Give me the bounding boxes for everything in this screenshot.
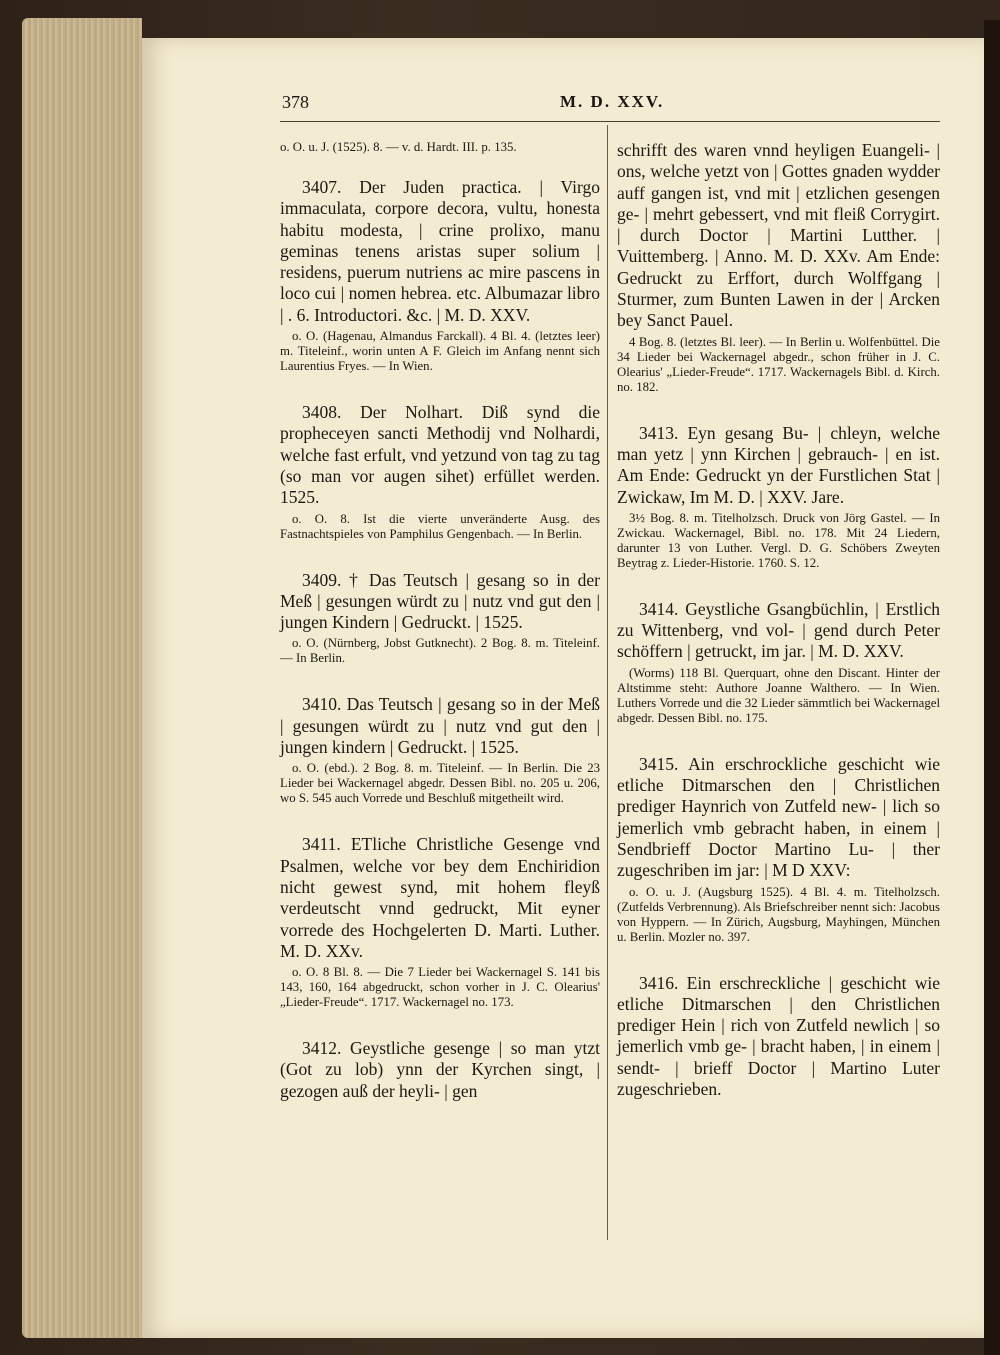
- continuation-note: o. O. u. J. (1525). 8. — v. d. Hardt. III. p. 135.: [280, 140, 517, 154]
- entry-title: 3410. Das Teutsch | gesang so in der Meß | gesungen würdt zu | nutz vnd gut den | jungen kindern | Gedruckt. | 1525.: [280, 694, 600, 758]
- entry-title: 3408. Der Nolhart. Diß synd die propheceyen sancti Methodij vnd Nolhardi, welche fast erfult, vnd yetzund von tag zu tag (so man vor augen sihet) erfüllet werden. 1525.: [280, 402, 600, 508]
- entry-note: o. O. (Hagenau, Almandus Farckall). 4 Bl. 4. (letztes leer) m. Titeleinf., worin unten A F. Gleich im Anfang nennt sich Laurentius Fryes. — In Wien.: [280, 329, 600, 374]
- right-column: [617, 140, 940, 1114]
- entry-title: 3414. Geystliche Gsangbüchlin, | Erstlich zu Wittenberg, vnd vol- | gend durch Peter schöffern | getruckt, im jar. | M. D. XXV.: [617, 598, 940, 662]
- header-rule: [280, 121, 940, 122]
- entry-title: schrifft des waren vnnd heyligen Euangeli- | ons, welche yetzt von | Gottes gnaden wydder auff gangen ist, vnd mit | etzlichen gesengen ge- | mehrt gebessert, vnd mit fleiß Corrygirt. | durch Doctor | Martini Lutther. | Vuittemberg. | Anno. M. D. XXv. Am Ende: Gedruckt zu Erffort, durch Wolffgang | Sturmer, zum Bunten Lawen in der | Arcken bey Sanct Pauel.: [617, 140, 940, 331]
- entry-3412: [280, 1038, 600, 1102]
- entry-3407: [280, 177, 600, 374]
- running-title: M. D. XXV.: [560, 92, 665, 111]
- scan-edge-shadow: [984, 20, 1000, 1355]
- entry-note: o. O. 8. Ist die vierte unveränderte Ausg. des Fastnachtspieles von Pamphilus Gengenbach. — In Berlin.: [280, 511, 600, 541]
- column-divider: [607, 125, 608, 1240]
- entry-note: 4 Bog. 8. (letztes Bl. leer). — In Berlin u. Wolfenbüttel. Die 34 Lieder bei Wackernagel abgedr., schon früher in J. C. Olearius' „Lieder-Freude“. 1717. Wackernagels Bibl. d. Kirch. no. 182.: [617, 334, 940, 394]
- entry-3408: [280, 402, 600, 541]
- entry-note: o. O. (ebd.). 2 Bog. 8. m. Titeleinf. — In Berlin. Die 23 Lieder bei Wackernagel abgedr. Dessen Bibl. no. 205 u. 206, wo S. 545 auch Vorrede und Beschluß mitgetheilt wird.: [280, 761, 600, 806]
- entry-note: o. O. 8 Bl. 8. — Die 7 Lieder bei Wackernagel S. 141 bis 143, 160, 164 abgedruckt, schon vorher in J. C. Olearius' „Lieder-Freude“. 1717. Wackernagel no. 173.: [280, 965, 600, 1010]
- entry-note: o. O. u. J. (Augsburg 1525). 4 Bl. 4. m. Titelholzsch. (Zutfelds Verbrennung). Als Briefschreiber nennt sich: Jacobus von Hyppern. — In Zürich, Augsburg, Mayhingen, München u. Berlin. Mozler no. 397.: [617, 884, 940, 944]
- entry-3416: [617, 973, 940, 1101]
- entry-title: 3416. Ein erschreckliche | geschicht wie etliche Ditmarschen | den Christlichen prediger Hein | rich von Zutfeld newlich | so jemerlich vmb ge- | bracht haben, | in einem | sendt- | brieff Doctor | Martino Luter zugeschrieben.: [617, 972, 940, 1100]
- entry-title: 3409. † Das Teutsch | gesang so in der Meß | gesungen würdt zu | nutz vnd gut den | jungen Kindern | Gedruckt. | 1525.: [280, 569, 600, 633]
- entry-title: 3407. Der Juden practica. | Virgo immaculata, corpore decora, vultu, honesta habitu modesta, | crine prolixo, manu geminas tenens aristas super solium | residens, puerum nutriens ac mire pascens in loco cui | nomen hebrea. etc. Albumazar libro | . 6. Introductori. &c. | M. D. XXV.: [280, 177, 600, 325]
- book-page-edges: [22, 18, 142, 1338]
- entry-3414: [617, 599, 940, 726]
- entry-3412-continued: [617, 140, 940, 395]
- entry-3410: [280, 694, 600, 806]
- entry-3411: [280, 834, 600, 1010]
- left-column: [280, 140, 600, 1116]
- entry-note: (Worms) 118 Bl. Querquart, ohne den Discant. Hinter der Altstimme steht: Authore Joanne Walthero. — In Wien. Luthers Vorrede und die 32 Lieder sämmtlich bei Wackernagel abgedr. Dessen Bibl. no. 175.: [617, 665, 940, 725]
- entry-3413: [617, 423, 940, 571]
- page-number: 378: [282, 92, 309, 112]
- entry-title: 3412. Geystliche gesenge | so man ytzt (Got zu lob) ynn der Kyrchen singt, | gezogen auß der heyli- | gen: [280, 1038, 600, 1101]
- entry-note: o. O. (Nürnberg, Jobst Gutknecht). 2 Bog. 8. m. Titeleinf. — In Berlin.: [280, 636, 600, 666]
- entry-title: 3413. Eyn gesang Bu- | chleyn, welche man yetz | ynn Kirchen | gebrauch- | en ist. Am Ende: Gedruckt yn der Furstlichen Stat | Zwickaw, Im M. D. | XXV. Jare.: [617, 422, 940, 507]
- entry-note: 3½ Bog. 8. m. Titelholzsch. Druck von Jörg Gastel. — In Zwickau. Wackernagel, Bibl. no. 178. Mit 24 Liedern, darunter 13 von Luther. Vergl. D. G. Schöbers Zweyten Beytrag z. Lieder-Historie. 1760. S. 12.: [617, 510, 940, 570]
- entry-3415: [617, 754, 940, 945]
- entry-title: 3415. Ain erschrockliche geschicht wie etliche Ditmarschen den | Christlichen prediger Haynrich von Zutfeld new- | lich so jemerlich vmb gebracht haben, in einem | Sendbrieff Doctor Martino Lu- | ther zugeschriben im jar: | M D XXV:: [617, 753, 940, 881]
- entry-title: 3411. ETliche Christliche Gesenge vnd Psalmen, welche vor bey dem Enchiridion nicht gewest synd, mit hohem fleyß verdeutscht vnnd gedruckt, Mit eyner vorrede des Hochgelerten D. Marti. Luther. M. D. XXv.: [280, 834, 600, 961]
- entry-3409: [280, 570, 600, 667]
